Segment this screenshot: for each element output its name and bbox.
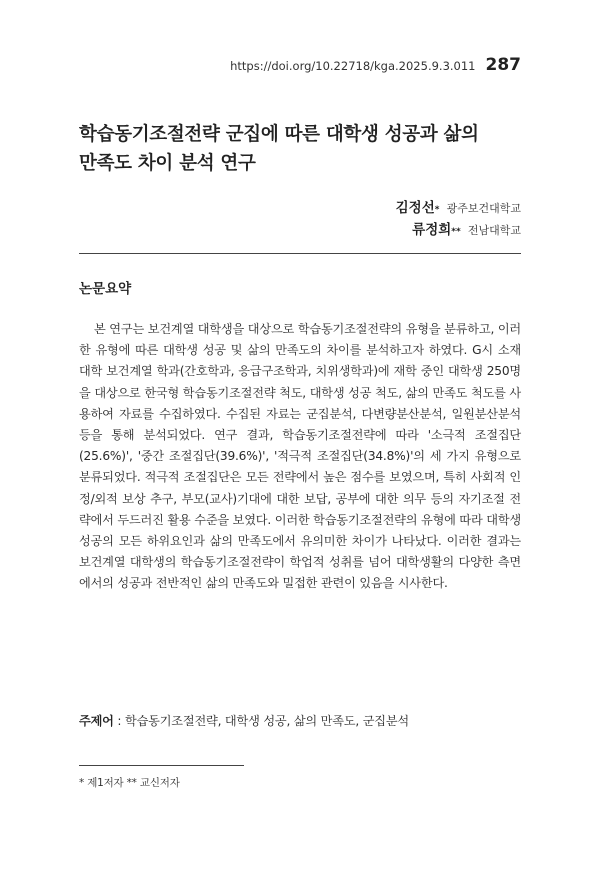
author-1-affiliation: 광주보건대학교 bbox=[446, 202, 521, 215]
author-1 bbox=[396, 198, 521, 220]
page-header bbox=[220, 55, 521, 75]
author-1-name: 김정선 bbox=[395, 200, 435, 216]
page-number: 287 bbox=[485, 55, 521, 75]
author-list bbox=[396, 198, 521, 242]
footnote-divider bbox=[79, 765, 244, 766]
section-divider bbox=[79, 253, 521, 254]
paper-title-line-2: 만족도 차이 분석 연구 bbox=[79, 153, 256, 174]
keywords bbox=[79, 712, 521, 729]
footnote: * 제1저자 ** 교신저자 bbox=[79, 777, 180, 789]
keywords-separator: : bbox=[113, 714, 125, 728]
paper-title-line-1: 학습동기조절전략 군집에 따른 대학생 성공과 삶의 bbox=[79, 124, 479, 145]
keywords-label: 주제어 bbox=[79, 714, 114, 728]
author-1-mark: * bbox=[434, 205, 440, 215]
author-2-mark: ** bbox=[451, 227, 461, 237]
keywords-text: 학습동기조절전략, 대학생 성공, 삶의 만족도, 군집분석 bbox=[125, 714, 410, 728]
doi-link[interactable]: https://doi.org/10.22718/kga.2025.9.3.011 bbox=[230, 59, 476, 73]
author-2-name: 류정희 bbox=[412, 222, 452, 238]
abstract-body: 본 연구는 보건계열 대학생을 대상으로 학습동기조절전략의 유형을 분류하고, 이러한 유형에 따른 대학생 성공 및 삶의 만족도의 차이를 분석하고자 하였다. G시 소재 대학 보건계열 학과(간호학과, 응급구조학과, 치위생학과)에 재학 중인 대학생 250명을 대상으로 한국형 학습동기조절전략 척도, 대학생 성공 척도, 삶의 만족도 척도를 사용하여 자료를 수집하였다. 수집된 자료는 군집분석, 다변량분산분석, 일원분산분석 등을 통해 분석되었다. 연구 결과, 학습동기조절전략에 따라 '소극적 조절집단(25.6%)', '중간 조절집단(39.6%)', '적극적 조절집단(34.8%)'의 세 가지 유형으로 분류되었다. 적극적 조절집단은 모든 전략에서 높은 점수를 보였으며, 특히 사회적 인정/외적 보상 추구, 부모(교사)기대에 대한 보답, 공부에 대한 의무 등의 자기조절 전략에서 두드러진 활용 수준을 보였다. 이러한 학습동기조절전략의 유형에 따라 대학생 성공의 모든 하위요인과 삶의 만족도에서 유의미한 차이가 나타났다. 이러한 결과는 보건계열 대학생의 학습동기조절전략이 학업적 성취를 넘어 대학생활의 다양한 측면에서의 성공과 전반적인 삶의 만족도와 밀접한 관련이 있음을 시사한다. bbox=[79, 322, 521, 591]
abstract-heading: 논문요약 bbox=[79, 281, 132, 297]
author-2-affiliation: 전남대학교 bbox=[467, 224, 521, 237]
author-2 bbox=[396, 220, 521, 242]
paper-title bbox=[79, 120, 529, 178]
